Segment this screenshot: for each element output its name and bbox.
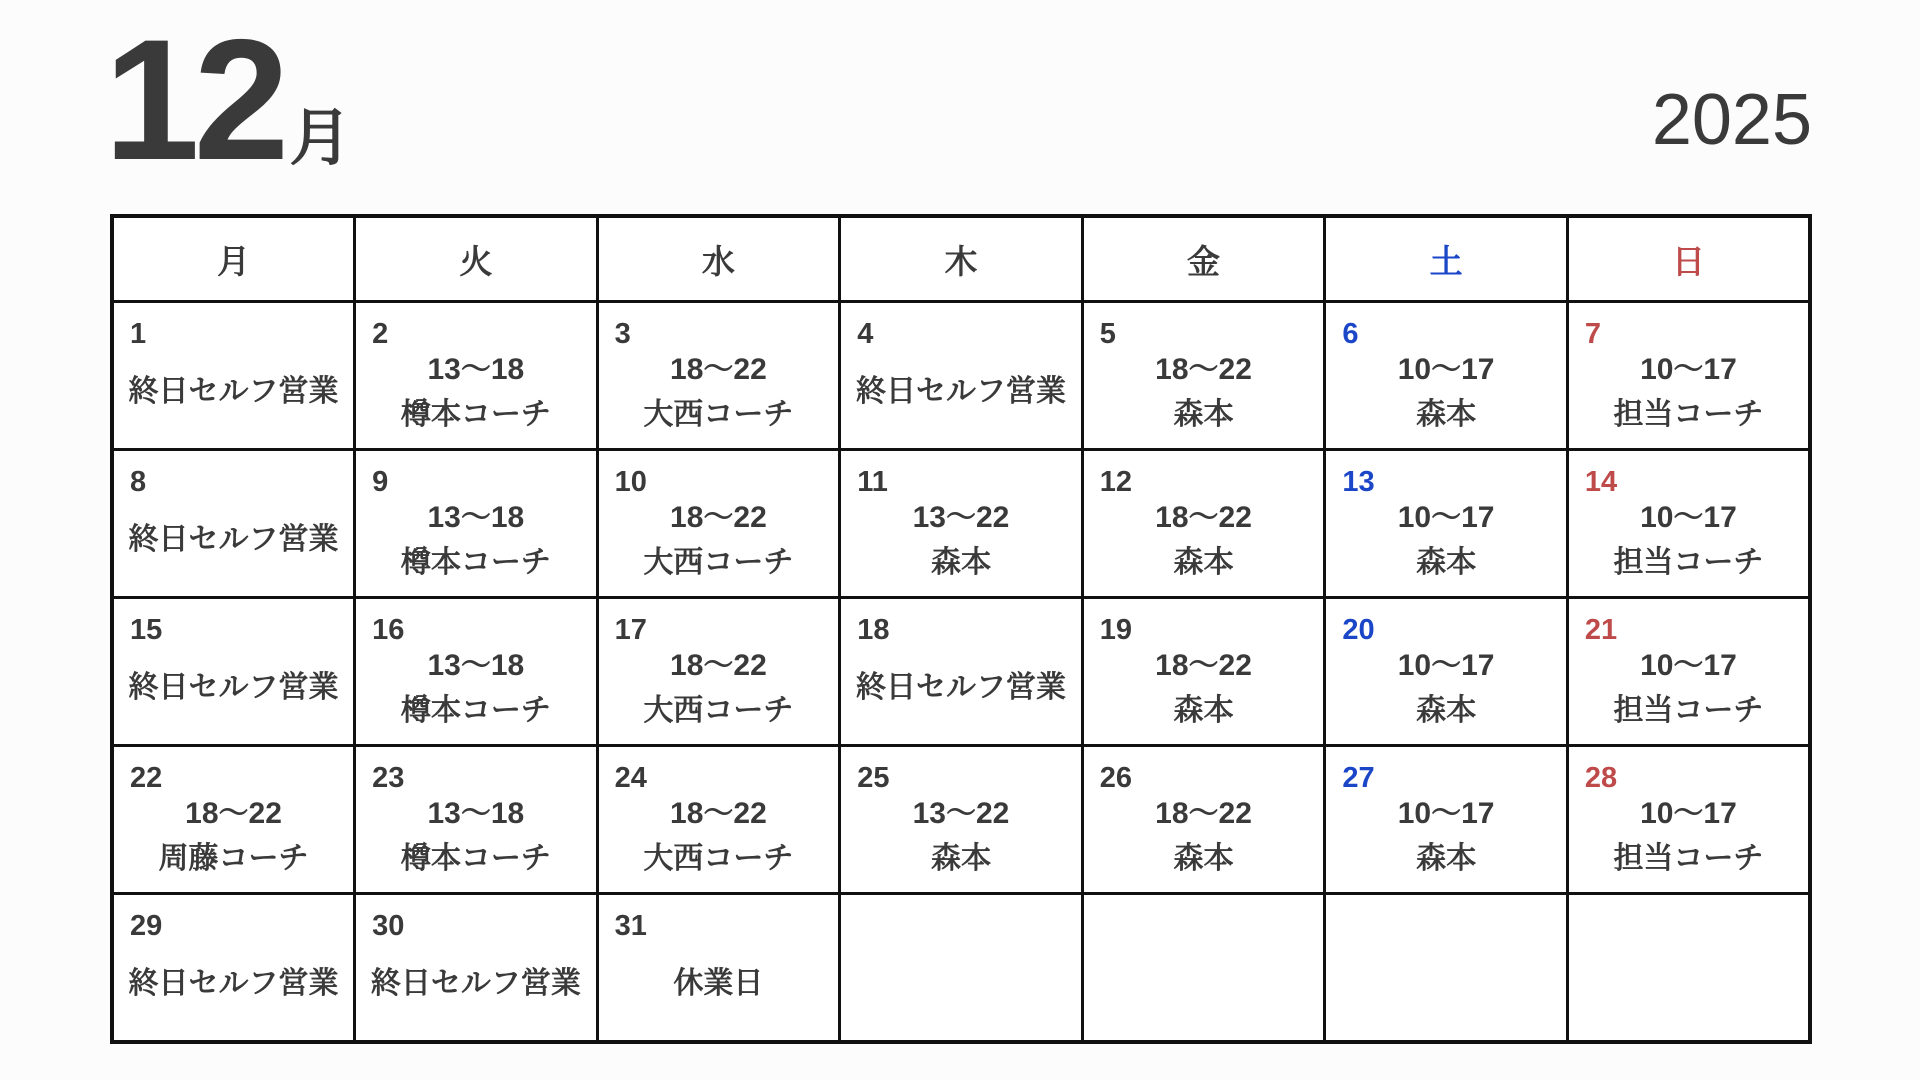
calendar-cell-7 <box>1567 302 1810 450</box>
day-number: 25 <box>857 762 890 794</box>
calendar-cell-4 <box>840 302 1083 450</box>
schedule <box>1573 789 1804 884</box>
schedule-line: 13〜18 <box>427 352 525 386</box>
schedule-line: 10〜17 <box>1397 796 1495 830</box>
day-number: 17 <box>614 614 647 646</box>
day-number: 1 <box>130 318 147 350</box>
schedule <box>1330 641 1562 736</box>
calendar-cell-19 <box>1082 598 1325 746</box>
schedule <box>603 345 835 440</box>
day-number: 29 <box>130 910 163 942</box>
schedule-line: 終日セルフ営業 <box>855 671 1066 705</box>
calendar-cell-6 <box>1325 302 1568 450</box>
calendar-cell-31 <box>597 894 840 1043</box>
schedule <box>1330 493 1562 588</box>
schedule <box>1088 789 1320 884</box>
schedule-line: 周藤コーチ <box>158 842 309 875</box>
calendar-cell-27 <box>1325 746 1568 894</box>
schedule-line: 13〜22 <box>912 796 1010 830</box>
schedule-line: 担当コーチ <box>1613 842 1764 875</box>
schedule-line: 樽本コーチ <box>400 694 551 727</box>
schedule-line: 森本 <box>1173 546 1234 579</box>
day-number: 19 <box>1099 614 1133 646</box>
schedule-line: 樽本コーチ <box>400 842 551 875</box>
schedule-line: 10〜17 <box>1640 648 1737 682</box>
day-number: 11 <box>857 466 888 498</box>
day-number: 28 <box>1584 762 1618 794</box>
calendar-cell-29 <box>112 894 355 1043</box>
calendar-cell-21 <box>1567 598 1810 746</box>
schedule-line: 18〜22 <box>670 648 767 682</box>
schedule-line: 大西コーチ <box>643 842 794 875</box>
calendar-cell-26 <box>1082 746 1325 894</box>
schedule-line: 担当コーチ <box>1613 546 1764 579</box>
day-number: 23 <box>372 762 405 794</box>
schedule <box>1573 641 1804 736</box>
week-row <box>112 746 1810 894</box>
weekday-header-row <box>112 216 1810 302</box>
schedule-line: 13〜18 <box>427 500 525 534</box>
calendar-cell-11 <box>840 450 1083 598</box>
schedule-line: 18〜22 <box>670 352 767 386</box>
calendar-cell-empty <box>840 894 1083 1043</box>
schedule-line: 18〜22 <box>1155 500 1252 534</box>
day-number: 4 <box>857 318 874 350</box>
schedule <box>118 345 349 440</box>
schedule-line: 13〜18 <box>427 796 525 830</box>
schedule <box>845 345 1077 440</box>
weekday-header-wed: 水 <box>597 216 840 302</box>
schedule <box>845 493 1077 588</box>
day-number: 13 <box>1342 466 1375 498</box>
schedule <box>1088 345 1320 440</box>
schedule-line: 終日セルフ営業 <box>370 967 581 1001</box>
day-number: 15 <box>130 614 163 646</box>
week-row <box>112 450 1810 598</box>
calendar-cell-14 <box>1567 450 1810 598</box>
schedule-line: 森本 <box>1416 546 1477 579</box>
schedule-line: 18〜22 <box>1155 796 1252 830</box>
schedule <box>603 641 835 736</box>
schedule-line: 担当コーチ <box>1613 398 1764 431</box>
week-row <box>112 598 1810 746</box>
schedule-line: 10〜17 <box>1640 796 1737 830</box>
calendar-cell-10 <box>597 450 840 598</box>
schedule-line: 終日セルフ営業 <box>128 523 339 557</box>
schedule-line: 18〜22 <box>1155 648 1252 682</box>
schedule <box>1330 789 1562 884</box>
schedule-line: 大西コーチ <box>643 694 794 727</box>
schedule <box>360 789 592 884</box>
calendar-cell-1 <box>112 302 355 450</box>
day-number: 21 <box>1584 614 1618 646</box>
day-number: 2 <box>372 318 389 350</box>
day-number: 3 <box>614 318 631 350</box>
schedule-line: 森本 <box>930 842 991 875</box>
week-row <box>112 894 1810 1043</box>
schedule-line: 10〜17 <box>1640 500 1737 534</box>
day-number: 10 <box>614 466 647 498</box>
calendar-cell-30 <box>355 894 598 1043</box>
calendar-cell-23 <box>355 746 598 894</box>
calendar-cell-22 <box>112 746 355 894</box>
day-number: 18 <box>857 614 890 646</box>
schedule <box>1088 641 1320 736</box>
calendar-cell-2 <box>355 302 598 450</box>
day-number: 12 <box>1099 466 1133 498</box>
schedule-line: 大西コーチ <box>643 398 794 431</box>
schedule-line: 森本 <box>1416 842 1477 875</box>
calendar-cell-18 <box>840 598 1083 746</box>
schedule <box>603 493 835 588</box>
schedule-line: 10〜17 <box>1397 648 1495 682</box>
weekday-header-sun: 日 <box>1567 216 1810 302</box>
calendar-cell-empty <box>1082 894 1325 1043</box>
weekday-header-thu: 木 <box>840 216 1083 302</box>
month-suffix: 月 <box>289 104 352 173</box>
calendar-cell-17 <box>597 598 840 746</box>
day-number: 27 <box>1342 762 1375 794</box>
day-number: 31 <box>614 910 647 942</box>
day-number: 5 <box>1099 318 1116 350</box>
calendar-cell-5 <box>1082 302 1325 450</box>
schedule-line: 森本 <box>1173 694 1234 727</box>
calendar-body <box>112 302 1810 1043</box>
schedule-line: 森本 <box>930 546 991 579</box>
day-number: 16 <box>372 614 405 646</box>
schedule-line: 18〜22 <box>670 796 767 830</box>
day-number: 8 <box>130 466 147 498</box>
schedule-line: 樽本コーチ <box>400 546 551 579</box>
day-number: 22 <box>130 762 163 794</box>
schedule-line: 休業日 <box>673 967 764 1001</box>
schedule <box>845 789 1077 884</box>
schedule-line: 終日セルフ営業 <box>855 375 1066 409</box>
month-number: 12 <box>104 4 284 196</box>
schedule <box>360 345 592 440</box>
schedule-line: 森本 <box>1416 694 1477 727</box>
week-row <box>112 302 1810 450</box>
year-label: 2025 <box>1651 80 1812 160</box>
calendar-cell-empty <box>1567 894 1810 1043</box>
calendar-header <box>112 216 1810 302</box>
weekday-header-tue: 火 <box>355 216 598 302</box>
calendar-cell-24 <box>597 746 840 894</box>
schedule <box>360 493 592 588</box>
day-number: 6 <box>1342 318 1359 350</box>
calendar-table <box>110 214 1812 1044</box>
schedule-line: 担当コーチ <box>1613 694 1764 727</box>
schedule <box>1573 493 1804 588</box>
day-number: 20 <box>1342 614 1375 646</box>
schedule <box>118 641 349 736</box>
schedule <box>603 789 835 884</box>
calendar-cell-12 <box>1082 450 1325 598</box>
schedule-line: 大西コーチ <box>643 546 794 579</box>
schedule <box>360 641 592 736</box>
schedule <box>1573 345 1804 440</box>
calendar-cell-3 <box>597 302 840 450</box>
day-number: 14 <box>1584 466 1618 498</box>
schedule-line: 終日セルフ営業 <box>128 967 339 1001</box>
schedule-line: 森本 <box>1173 842 1234 875</box>
schedule-line: 森本 <box>1173 398 1234 431</box>
day-number: 24 <box>614 762 647 794</box>
schedule-line: 18〜22 <box>1155 352 1252 386</box>
schedule-line: 終日セルフ営業 <box>128 671 339 705</box>
day-number: 9 <box>372 466 389 498</box>
schedule <box>1088 493 1320 588</box>
weekday-header-mon: 月 <box>112 216 355 302</box>
calendar-cell-25 <box>840 746 1083 894</box>
weekday-header-fri: 金 <box>1082 216 1325 302</box>
calendar-cell-15 <box>112 598 355 746</box>
calendar-cell-16 <box>355 598 598 746</box>
schedule <box>603 937 835 1032</box>
schedule <box>118 937 349 1032</box>
weekday-header-sat: 土 <box>1325 216 1568 302</box>
schedule <box>118 493 349 588</box>
schedule-line: 13〜18 <box>427 648 525 682</box>
schedule <box>118 789 349 884</box>
day-number: 26 <box>1099 762 1133 794</box>
schedule-line: 13〜22 <box>912 500 1010 534</box>
schedule-line: 10〜17 <box>1640 352 1737 386</box>
calendar-cell-empty <box>1325 894 1568 1043</box>
schedule-line: 森本 <box>1416 398 1477 431</box>
calendar-cell-20 <box>1325 598 1568 746</box>
schedule-line: 18〜22 <box>185 796 282 830</box>
schedule <box>1330 345 1562 440</box>
schedule-line: 18〜22 <box>670 500 767 534</box>
schedule-line: 樽本コーチ <box>400 398 551 431</box>
calendar-cell-28 <box>1567 746 1810 894</box>
schedule-line: 終日セルフ営業 <box>128 375 339 409</box>
schedule-line: 10〜17 <box>1397 500 1495 534</box>
calendar-cell-13 <box>1325 450 1568 598</box>
schedule <box>360 937 592 1032</box>
day-number: 7 <box>1584 318 1602 350</box>
calendar-cell-8 <box>112 450 355 598</box>
schedule <box>845 641 1077 736</box>
month-title <box>104 4 352 196</box>
calendar-cell-9 <box>355 450 598 598</box>
day-number: 30 <box>372 910 405 942</box>
schedule-line: 10〜17 <box>1397 352 1495 386</box>
